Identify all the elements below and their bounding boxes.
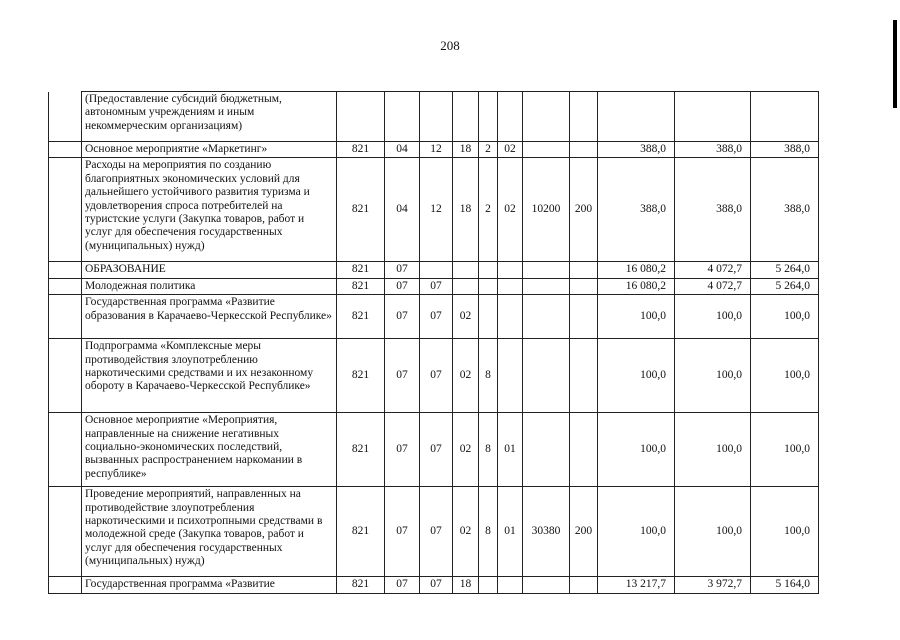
table-row — [49, 262, 819, 278]
row-ved-cell: 821 — [337, 262, 385, 278]
row-program-cell: 02 — [453, 413, 479, 487]
row-main-activity-cell — [498, 278, 523, 294]
row-main-activity-cell — [498, 295, 523, 339]
row-subprogram-cell — [479, 278, 498, 294]
row-sum-3-cell: 100,0 — [751, 487, 819, 577]
row-sum-3-cell — [751, 92, 819, 142]
row-subsection-cell: 07 — [420, 278, 453, 294]
row-ved-cell: 821 — [337, 577, 385, 593]
row-section-cell — [385, 92, 420, 142]
row-sum-3-cell: 100,0 — [751, 413, 819, 487]
page-number: 208 — [440, 38, 460, 53]
row-sum-1-cell: 100,0 — [598, 487, 675, 577]
row-direction-cell — [523, 339, 570, 413]
row-sum-1-cell: 100,0 — [598, 339, 675, 413]
row-sum-1-cell: 16 080,2 — [598, 278, 675, 294]
row-expense-type-cell — [570, 92, 598, 142]
row-direction-cell — [523, 262, 570, 278]
row-expense-type-cell — [570, 413, 598, 487]
row-name-cell: Государственная программа «Развитие — [82, 577, 337, 593]
blank-margin-cell — [49, 339, 82, 413]
row-sum-1-cell: 100,0 — [598, 413, 675, 487]
row-ved-cell: 821 — [337, 295, 385, 339]
row-sum-3-cell: 5 164,0 — [751, 577, 819, 593]
blank-margin-cell — [49, 577, 82, 593]
row-subsection-cell: 07 — [420, 295, 453, 339]
row-subprogram-cell: 2 — [479, 142, 498, 158]
row-subprogram-cell — [479, 577, 498, 593]
row-name-cell: Основное мероприятие «Мероприятия, направленные на снижение негативных социально-экономических последствий, вызванных распространением наркомании в республике» — [82, 413, 337, 487]
row-subprogram-cell: 8 — [479, 413, 498, 487]
row-expense-type-cell — [570, 262, 598, 278]
row-sum-2-cell: 388,0 — [675, 142, 751, 158]
table-row — [49, 577, 819, 593]
row-main-activity-cell: 02 — [498, 142, 523, 158]
row-sum-1-cell — [598, 92, 675, 142]
row-section-cell: 07 — [385, 487, 420, 577]
row-expense-type-cell — [570, 339, 598, 413]
row-direction-cell: 10200 — [523, 158, 570, 262]
row-subprogram-cell — [479, 92, 498, 142]
row-subsection-cell — [420, 262, 453, 278]
row-sum-3-cell: 388,0 — [751, 142, 819, 158]
row-subprogram-cell: 8 — [479, 487, 498, 577]
row-sum-3-cell: 5 264,0 — [751, 278, 819, 294]
budget-table — [48, 91, 819, 594]
row-section-cell: 07 — [385, 339, 420, 413]
row-sum-3-cell: 5 264,0 — [751, 262, 819, 278]
table-row — [49, 487, 819, 577]
row-subsection-cell: 07 — [420, 339, 453, 413]
row-main-activity-cell — [498, 577, 523, 593]
row-subprogram-cell: 8 — [479, 339, 498, 413]
row-direction-cell — [523, 142, 570, 158]
row-ved-cell: 821 — [337, 339, 385, 413]
row-name-cell: ОБРАЗОВАНИЕ — [82, 262, 337, 278]
blank-margin-cell — [49, 158, 82, 262]
row-ved-cell: 821 — [337, 158, 385, 262]
blank-margin-cell — [49, 92, 82, 142]
row-section-cell: 07 — [385, 278, 420, 294]
row-main-activity-cell — [498, 262, 523, 278]
row-subprogram-cell — [479, 295, 498, 339]
row-section-cell: 04 — [385, 142, 420, 158]
row-subprogram-cell — [479, 262, 498, 278]
row-name-cell: Государственная программа «Развитие образования в Карачаево-Черкесской Республике» — [82, 295, 337, 339]
row-subsection-cell: 12 — [420, 142, 453, 158]
row-direction-cell — [523, 413, 570, 487]
row-section-cell: 07 — [385, 413, 420, 487]
row-program-cell: 02 — [453, 295, 479, 339]
row-section-cell: 07 — [385, 295, 420, 339]
blank-margin-cell — [49, 278, 82, 294]
row-main-activity-cell — [498, 339, 523, 413]
row-program-cell — [453, 278, 479, 294]
row-sum-3-cell: 100,0 — [751, 295, 819, 339]
row-program-cell: 18 — [453, 158, 479, 262]
row-ved-cell: 821 — [337, 413, 385, 487]
row-direction-cell — [523, 278, 570, 294]
row-program-cell: 02 — [453, 487, 479, 577]
table-row — [49, 339, 819, 413]
blank-margin-cell — [49, 413, 82, 487]
row-sum-1-cell: 100,0 — [598, 295, 675, 339]
blank-margin-cell — [49, 142, 82, 158]
row-sum-2-cell: 3 972,7 — [675, 577, 751, 593]
row-name-cell: Проведение мероприятий, направленных на противодействие злоупотребления наркотическими и психотропными средствами в молодежной среде (Закупка товаров, работ и услуг для обеспечения государственных (муниципальных) нужд) — [82, 487, 337, 577]
row-sum-2-cell: 4 072,7 — [675, 278, 751, 294]
row-sum-1-cell: 16 080,2 — [598, 262, 675, 278]
page-edge-bar — [893, 20, 897, 108]
table-row — [49, 158, 819, 262]
row-direction-cell — [523, 577, 570, 593]
row-section-cell: 04 — [385, 158, 420, 262]
row-sum-2-cell: 100,0 — [675, 413, 751, 487]
row-program-cell: 18 — [453, 142, 479, 158]
row-expense-type-cell — [570, 278, 598, 294]
row-sum-1-cell: 13 217,7 — [598, 577, 675, 593]
row-program-cell — [453, 262, 479, 278]
row-ved-cell: 821 — [337, 278, 385, 294]
table-row — [49, 278, 819, 294]
row-expense-type-cell — [570, 142, 598, 158]
row-program-cell: 18 — [453, 577, 479, 593]
row-subsection-cell: 07 — [420, 413, 453, 487]
row-subsection-cell — [420, 92, 453, 142]
row-name-cell: (Предоставление субсидий бюджетным, автономным учреждениям и иным некоммерческим организациям) — [82, 92, 337, 142]
table-row — [49, 295, 819, 339]
row-direction-cell — [523, 295, 570, 339]
row-ved-cell — [337, 92, 385, 142]
row-sum-1-cell: 388,0 — [598, 142, 675, 158]
row-sum-2-cell: 4 072,7 — [675, 262, 751, 278]
row-subsection-cell: 12 — [420, 158, 453, 262]
blank-margin-cell — [49, 262, 82, 278]
row-direction-cell — [523, 92, 570, 142]
row-name-cell: Подпрограмма «Комплексные меры противодействия злоупотреблению наркотическими средствами и их незаконному обороту в Карачаево-Черкесской Республике» — [82, 339, 337, 413]
row-main-activity-cell: 01 — [498, 487, 523, 577]
row-section-cell: 07 — [385, 577, 420, 593]
row-main-activity-cell: 02 — [498, 158, 523, 262]
row-name-cell: Расходы на мероприятия по созданию благоприятных экономических условий для дальнейшего устойчивого развития туризма и удовлетворения спроса потребителей на туристские услуги (Закупка товаров, работ и услуг для обеспечения государственных (муниципальных) нужд) — [82, 158, 337, 262]
row-sum-2-cell: 100,0 — [675, 339, 751, 413]
row-subsection-cell: 07 — [420, 577, 453, 593]
row-expense-type-cell — [570, 577, 598, 593]
row-sum-2-cell: 100,0 — [675, 487, 751, 577]
table-row — [49, 413, 819, 487]
row-program-cell: 02 — [453, 339, 479, 413]
row-ved-cell: 821 — [337, 487, 385, 577]
row-ved-cell: 821 — [337, 142, 385, 158]
row-direction-cell: 30380 — [523, 487, 570, 577]
row-name-cell: Молодежная политика — [82, 278, 337, 294]
row-expense-type-cell: 200 — [570, 487, 598, 577]
blank-margin-cell — [49, 487, 82, 577]
row-main-activity-cell: 01 — [498, 413, 523, 487]
row-sum-2-cell: 100,0 — [675, 295, 751, 339]
table-row — [49, 142, 819, 158]
table-row — [49, 92, 819, 142]
row-sum-3-cell: 388,0 — [751, 158, 819, 262]
row-program-cell — [453, 92, 479, 142]
blank-margin-cell — [49, 295, 82, 339]
row-sum-2-cell: 388,0 — [675, 158, 751, 262]
row-sum-1-cell: 388,0 — [598, 158, 675, 262]
row-subsection-cell: 07 — [420, 487, 453, 577]
row-sum-3-cell: 100,0 — [751, 339, 819, 413]
row-main-activity-cell — [498, 92, 523, 142]
row-sum-2-cell — [675, 92, 751, 142]
row-name-cell: Основное мероприятие «Маркетинг» — [82, 142, 337, 158]
row-subprogram-cell: 2 — [479, 158, 498, 262]
row-expense-type-cell: 200 — [570, 158, 598, 262]
row-section-cell: 07 — [385, 262, 420, 278]
row-expense-type-cell — [570, 295, 598, 339]
